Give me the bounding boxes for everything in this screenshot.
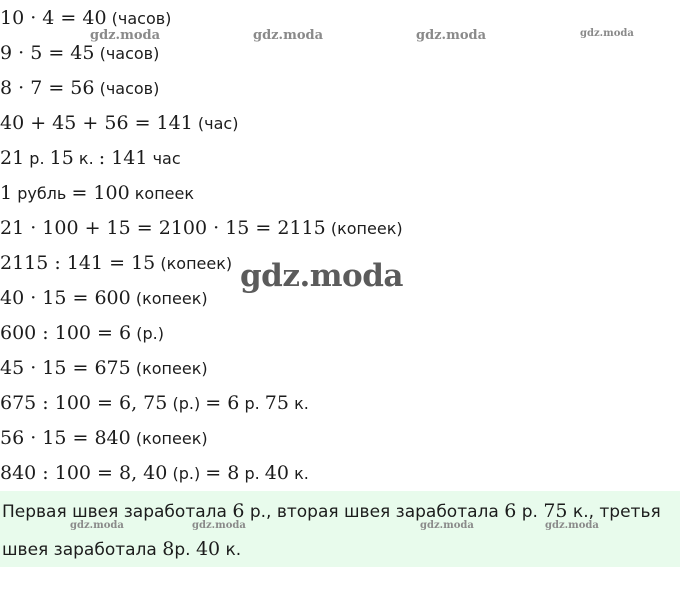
math-expression: 9 · 5 = 45 — [0, 42, 95, 64]
math-expression: 40 · 15 = 600 — [0, 287, 131, 309]
answer-text: Первая швея заработала — [2, 502, 227, 522]
answer-text: р., вторая швея заработала — [249, 502, 499, 522]
solution-line — [0, 459, 309, 487]
math-expression: 21 — [0, 147, 25, 169]
answer-number: 6 — [232, 500, 245, 522]
unit-word: (часов) — [99, 44, 160, 63]
unit-word: р. — [29, 149, 45, 168]
unit-word: (р.) — [172, 464, 201, 483]
solution-line — [0, 144, 181, 172]
unit-word: (копеек) — [135, 359, 208, 378]
math-expression: 45 · 15 = 675 — [0, 357, 131, 379]
math-expression: 56 · 15 = 840 — [0, 427, 131, 449]
math-expression: 1 — [0, 182, 13, 204]
answer-number: 40 — [195, 538, 221, 560]
unit-word: рубль — [17, 184, 67, 203]
watermark: gdz.moda — [70, 520, 124, 531]
math-expression: : 141 — [98, 147, 148, 169]
answer-text: р. — [521, 502, 538, 522]
solution-line — [0, 249, 232, 277]
answer-number: 6 — [504, 500, 517, 522]
math-expression: = 6 — [205, 392, 240, 414]
solution-line — [0, 389, 309, 417]
unit-word: р. — [244, 394, 260, 413]
watermark: gdz.moda — [580, 28, 634, 39]
math-expression: 15 — [49, 147, 74, 169]
math-expression: 75 — [264, 392, 289, 414]
solution-line — [0, 39, 159, 67]
unit-word: (копеек) — [135, 289, 208, 308]
watermark-large: gdz.moda — [240, 258, 403, 294]
unit-word: (копеек) — [160, 254, 233, 273]
math-expression: 40 + 45 + 56 = 141 — [0, 112, 193, 134]
solution-line — [0, 319, 164, 347]
unit-word: к. — [78, 149, 94, 168]
math-expression: 40 — [264, 462, 289, 484]
answer-text: швея заработала — [2, 540, 157, 560]
answer-text: к., третья — [572, 502, 661, 522]
watermark: gdz.moda — [253, 28, 324, 43]
unit-word: к. — [294, 394, 309, 413]
math-expression: 840 : 100 = 8, 40 — [0, 462, 168, 484]
unit-word: (часов) — [99, 79, 160, 98]
unit-word: р. — [244, 464, 260, 483]
answer-text: р. — [174, 540, 191, 560]
solution-line — [0, 109, 238, 137]
watermark: gdz.moda — [545, 520, 599, 531]
unit-word: час — [152, 149, 181, 168]
math-expression: = 8 — [205, 462, 240, 484]
math-expression: 2115 : 141 = 15 — [0, 252, 156, 274]
unit-word: (р.) — [172, 394, 201, 413]
unit-word: (р.) — [136, 324, 164, 343]
math-expression: 600 : 100 = 6 — [0, 322, 132, 344]
watermark: gdz.moda — [90, 28, 161, 43]
answer-text: к. — [225, 540, 242, 560]
solution-line — [0, 424, 208, 452]
solution-line — [0, 74, 159, 102]
solution-line — [0, 354, 208, 382]
math-expression: 8 · 7 = 56 — [0, 77, 95, 99]
watermark: gdz.moda — [192, 520, 246, 531]
solution-line — [0, 214, 403, 242]
unit-word: (час) — [197, 114, 239, 133]
watermark: gdz.moda — [416, 28, 487, 43]
unit-word: к. — [294, 464, 309, 483]
answer-number: 75 — [543, 500, 568, 522]
math-expression: = 100 — [71, 182, 130, 204]
watermark: gdz.moda — [420, 520, 474, 531]
answer-number: 8 — [162, 538, 175, 560]
math-expression: 675 : 100 = 6, 75 — [0, 392, 168, 414]
unit-word: (копеек) — [330, 219, 403, 238]
solution-line — [0, 284, 208, 312]
unit-word: (копеек) — [135, 429, 208, 448]
solution-line — [0, 179, 194, 207]
math-expression: 10 · 4 = 40 — [0, 7, 107, 29]
unit-word: копеек — [134, 184, 195, 203]
answer-line — [2, 535, 241, 564]
unit-word: (часов) — [111, 9, 172, 28]
math-expression: 21 · 100 + 15 = 2100 · 15 = 2115 — [0, 217, 326, 239]
